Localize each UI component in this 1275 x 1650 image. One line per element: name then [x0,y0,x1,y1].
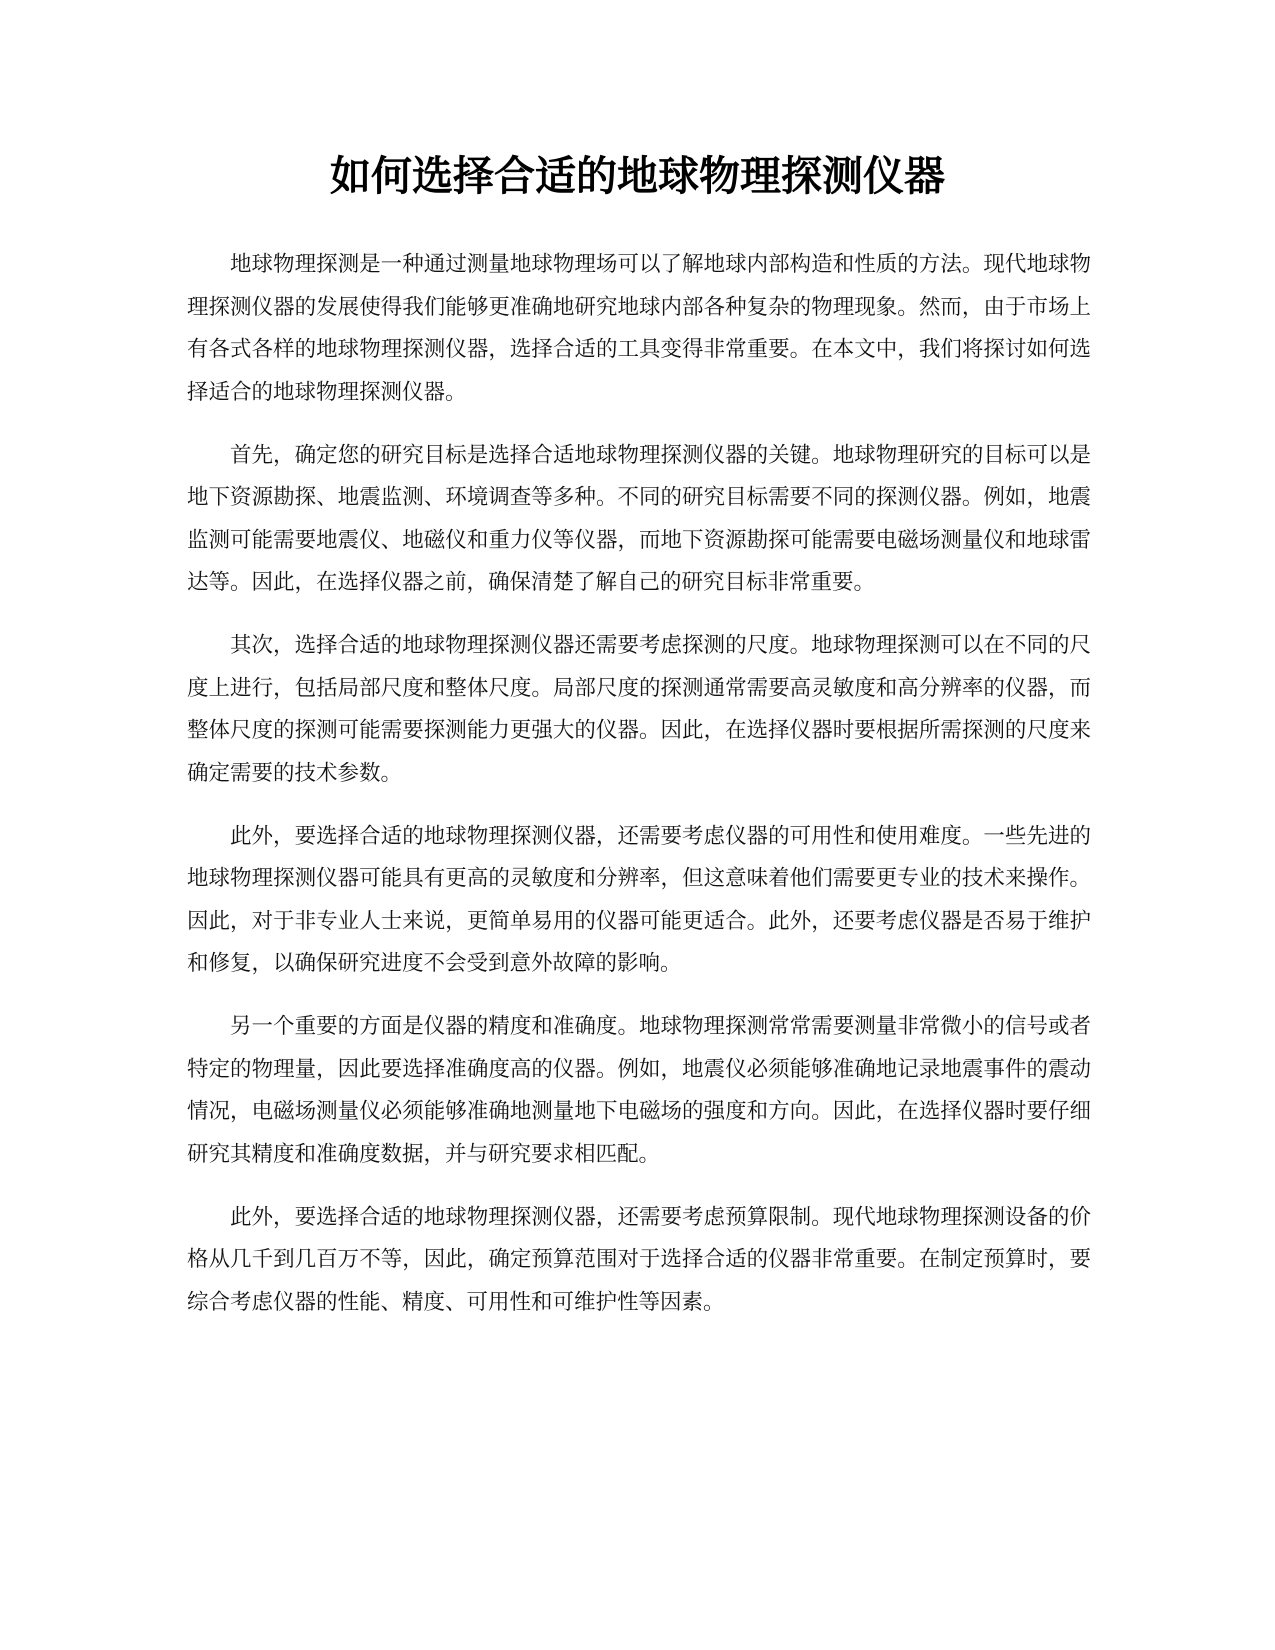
paragraph-5: 另一个重要的方面是仪器的精度和准确度。地球物理探测常常需要测量非常微小的信号或者特定的物理量，因此要选择准确度高的仪器。例如，地震仪必须能够准确地记录地震事件的震动情况，电磁场测量仪必须能够准确地测量地下电磁场的强度和方向。因此，在选择仪器时要仔细研究其精度和准确度数据，并与研究要求相匹配。 [187,1014,1091,1167]
paragraph-3: 其次，选择合适的地球物理探测仪器还需要考虑探测的尺度。地球物理探测可以在不同的尺度上进行，包括局部尺度和整体尺度。局部尺度的探测通常需要高灵敏度和高分辨率的仪器，而整体尺度的探测可能需要探测能力更强大的仪器。因此，在选择仪器时要根据所需探测的尺度来确定需要的技术参数。 [187,633,1091,786]
paragraph-6: 此外，要选择合适的地球物理探测仪器，还需要考虑预算限制。现代地球物理探测设备的价格从几千到几百万不等，因此，确定预算范围对于选择合适的仪器非常重要。在制定预算时，要综合考虑仪器的性能、精度、可用性和可维护性等因素。 [187,1204,1091,1315]
paragraph-4: 此外，要选择合适的地球物理探测仪器，还需要考虑仪器的可用性和使用难度。一些先进的地球物理探测仪器可能具有更高的灵敏度和分辨率，但这意味着他们需要更专业的技术来操作。因此，对于非专业人士来说，更简单易用的仪器可能更适合。此外，还要考虑仪器是否易于维护和修复，以确保研究进度不会受到意外故障的影响。 [187,823,1091,976]
document-body [187,244,1091,1345]
document-title: 如何选择合适的地球物理探测仪器 [330,152,945,200]
paragraph-2: 首先，确定您的研究目标是选择合适地球物理探测仪器的关键。地球物理研究的目标可以是地下资源勘探、地震监测、环境调查等多种。不同的研究目标需要不同的探测仪器。例如，地震监测可能需要地震仪、地磁仪和重力仪等仪器，而地下资源勘探可能需要电磁场测量仪和地球雷达等。因此，在选择仪器之前，确保清楚了解自己的研究目标非常重要。 [187,442,1091,595]
paragraph-1: 地球物理探测是一种通过测量地球物理场可以了解地球内部构造和性质的方法。现代地球物理探测仪器的发展使得我们能够更准确地研究地球内部各种复杂的物理现象。然而，由于市场上有各式各样的地球物理探测仪器，选择合适的工具变得非常重要。在本文中，我们将探讨如何选择适合的地球物理探测仪器。 [187,252,1091,405]
